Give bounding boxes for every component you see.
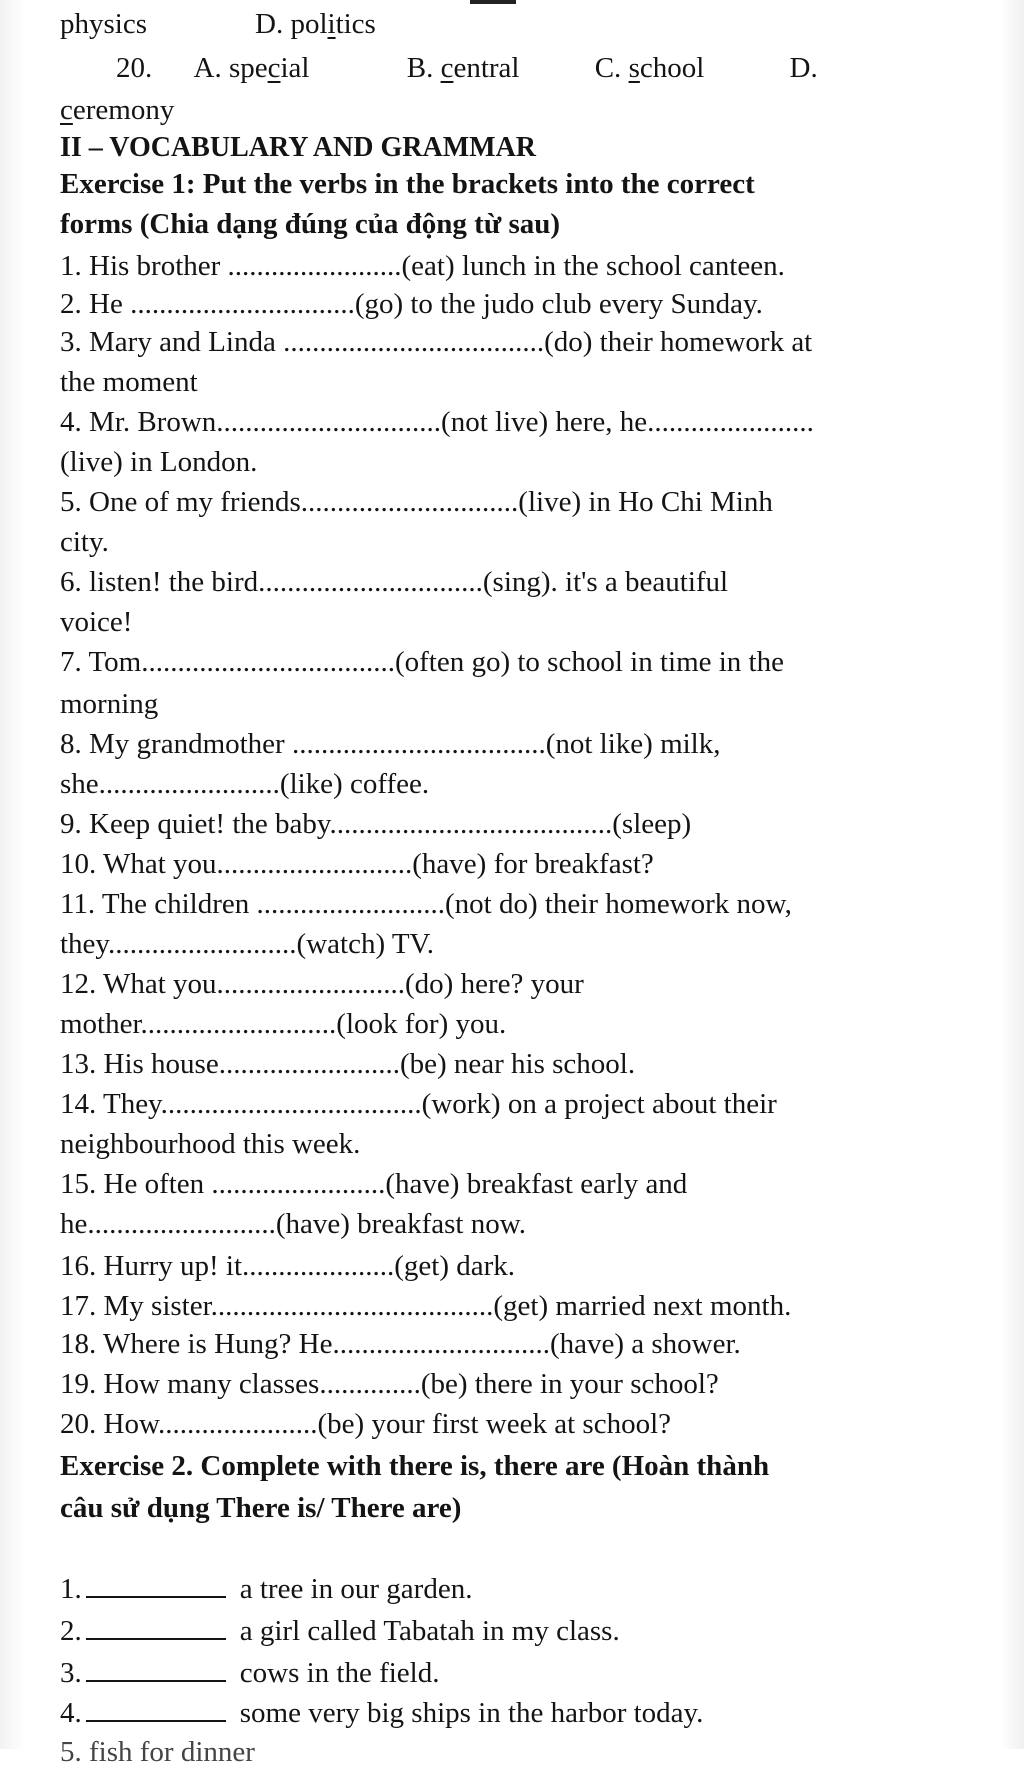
exercise2-item-number: 2. [60, 1615, 82, 1647]
exercise2-item [60, 1692, 703, 1731]
exercise1-line: 18. Where is Hung? He..............................(have) a shower. [60, 1328, 741, 1360]
exercise1-line: mother...........................(look for) you. [60, 1008, 507, 1040]
exercise2-item-number: 1. [60, 1573, 82, 1605]
q20-number: 20. [116, 52, 153, 84]
exercise1-line: he..........................(have) breakfast now. [60, 1208, 527, 1240]
exercise1-line: 3. Mary and Linda ....................................(do) their homework at [60, 326, 813, 358]
exercise1-line: 10. What you...........................(have) for breakfast? [60, 848, 654, 880]
answer-blank[interactable] [86, 1652, 226, 1682]
answer-blank[interactable] [86, 1610, 226, 1640]
exercise1-line: they..........................(watch) TV. [60, 928, 434, 960]
q19-options-tail [60, 6, 376, 42]
exercise1-line: 5. One of my friends..............................(live) in Ho Chi Minh [60, 486, 773, 518]
exercise1-line: voice! [60, 606, 133, 638]
exercise1-line: 15. He often ........................(have) breakfast early and [60, 1168, 688, 1200]
exercise2-title-line2: câu sử dụng There is/ There are) [60, 1492, 462, 1524]
exercise1-line: 14. They....................................(work) on a project about their [60, 1088, 777, 1120]
exercise2-item [60, 1652, 439, 1691]
exercise1-line: 7. Tom...................................(often go) to school in time in the [60, 646, 784, 678]
exercise1-line: 12. What you..........................(do) here? your [60, 968, 584, 1000]
exercise2-item [60, 1568, 472, 1607]
exercise1-line: 4. Mr. Brown...............................(not live) here, he....................... [60, 406, 814, 438]
exercise2-title-line1: Exercise 2. Complete with there is, there are (Hoàn thành [60, 1450, 770, 1482]
exercise1-line: morning [60, 688, 159, 720]
exercise2-item-text: some very big ships in the harbor today. [239, 1697, 704, 1729]
cut-off-line: 5. fish for dinner [60, 1736, 255, 1768]
exercise2-item-number: 4. [60, 1697, 82, 1729]
top-edge-mark [470, 0, 516, 4]
q20-option-a: A. special [193, 52, 310, 84]
exercise1-line: 2. He ...............................(go) to the judo club every Sunday. [60, 288, 763, 320]
q20-option-b: B. central [406, 52, 520, 84]
answer-blank[interactable] [86, 1568, 226, 1598]
q20-option-d: D. [789, 52, 818, 84]
exercise1-line: she.........................(like) coffee. [60, 768, 430, 800]
exercise1-line: 16. Hurry up! it.....................(get) dark. [60, 1250, 516, 1282]
exercise1-line: 20. How......................(be) your first week at school? [60, 1408, 672, 1440]
exercise1-line: city. [60, 526, 109, 558]
exercise1-title-line2: forms (Chia dạng đúng của động từ sau) [60, 208, 561, 240]
exercise1-line: 8. My grandmother ...................................(not like) milk, [60, 728, 721, 760]
q20-options [116, 50, 818, 86]
exercise2-item-number: 3. [60, 1657, 82, 1689]
exercise2-item [60, 1610, 620, 1649]
q20-option-d-word: ceremony [60, 94, 175, 126]
exercise1-line: 19. How many classes..............(be) there in your school? [60, 1368, 719, 1400]
exercise1-line: neighbourhood this week. [60, 1128, 361, 1160]
exercise2-item-text: a girl called Tabatah in my class. [239, 1615, 620, 1647]
exercise1-title-line1: Exercise 1: Put the verbs in the brackets into the correct [60, 168, 755, 200]
q20-option-c: C. school [594, 52, 705, 84]
exercise1-line: 11. The children ..........................(not do) their homework now, [60, 888, 792, 920]
exercise1-line: 6. listen! the bird...............................(sing). it's a beautiful [60, 566, 729, 598]
exercise2-item-text: a tree in our garden. [239, 1573, 473, 1605]
exercise1-line: 17. My sister.......................................(get) married next month. [60, 1290, 792, 1322]
exercise1-line: 1. His brother ........................(eat) lunch in the school canteen. [60, 250, 785, 282]
exercise1-line: (live) in London. [60, 446, 258, 478]
q19-option-a: physics [60, 8, 147, 40]
exercise1-line: 9. Keep quiet! the baby.......................................(sleep) [60, 808, 692, 840]
exercise2-item-text: cows in the field. [239, 1657, 440, 1689]
section-heading: II – VOCABULARY AND GRAMMAR [60, 132, 537, 163]
exercise1-line: 13. His house.........................(be) near his school. [60, 1048, 636, 1080]
exercise1-line: the moment [60, 366, 198, 398]
q19-option-d: D. politics [255, 8, 376, 40]
answer-blank[interactable] [86, 1692, 226, 1722]
